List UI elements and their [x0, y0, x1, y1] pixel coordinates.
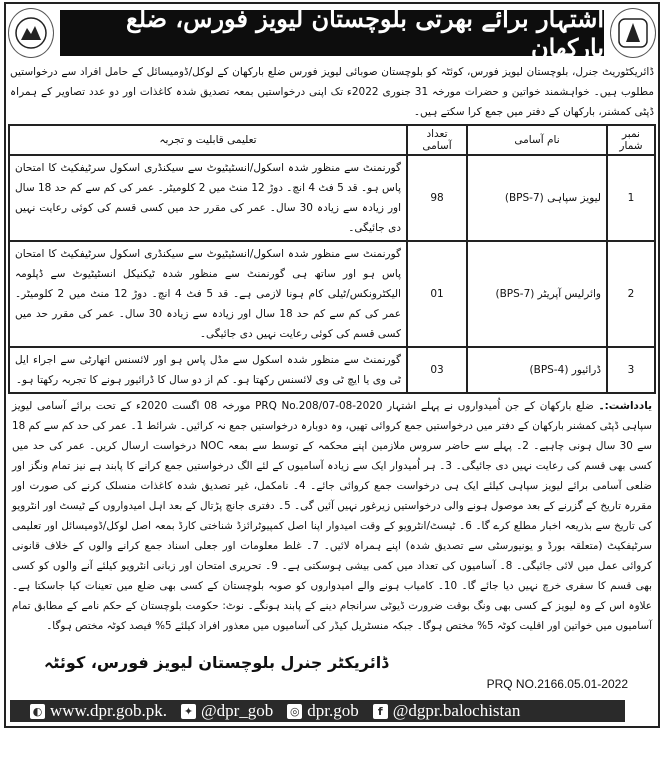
header-count: تعداد آسامی	[407, 125, 467, 155]
signature-area	[8, 638, 656, 696]
instagram-icon: ◎	[287, 704, 302, 719]
notes-label: یادداشت:۔	[598, 400, 653, 412]
header-post: نام آسامی	[467, 125, 607, 155]
table-row	[9, 241, 655, 347]
row-post: ڈرائیور (BPS-4)	[467, 347, 607, 393]
instagram-link[interactable]: ◎ dpr.gob	[287, 701, 358, 721]
dpr-logo-icon	[8, 8, 54, 58]
row-count: 03	[407, 347, 467, 393]
vacancies-table	[8, 124, 656, 394]
footer-bar	[10, 700, 625, 722]
row-count: 98	[407, 155, 467, 241]
title-bar	[60, 4, 604, 62]
row-serial: 1	[607, 155, 655, 241]
table-row	[9, 347, 655, 393]
row-serial: 3	[607, 347, 655, 393]
row-qualification: گورنمنٹ سے منظور شدہ اسکول/انسٹیٹیوٹ سے سیکنڈری اسکول سرٹیفکیٹ کا امتحان پاس ہو اور ساتھ ہی گورنمنٹ سے منظور شدہ ٹیکنیکل انسٹیٹیوٹ سے ڈپلومہ الیکٹرونکس/ٹیلی کام ہونا لازمی ہے۔ قد 5 فٹ 4 انچ۔ دوڑ 12 منٹ میں 2 کلومیٹر۔ عمر کی کم سے کم حد 18 سال اور زیادہ سے زیادہ 30 سال۔ عمر کی مقرر حد میں کسی قسم کی کوئی رعایت نہیں دی جائیگی۔	[9, 241, 407, 347]
facebook-link[interactable]: f @dgpr.balochistan	[373, 701, 521, 721]
prq-number: PRQ NO.2166.05.01-2022	[486, 677, 628, 691]
advertisement-frame	[4, 2, 660, 728]
levies-force-logo-icon	[610, 8, 656, 58]
notes-text: ضلع بارکھان کے جن اُمیدواروں نے پہلے اشتہار PRQ No.208/07-08-2020 مورخہ 08 اگست 2020ء کے تحت برائے آسامی لیویز سپاہی ڈپٹی کمشنر بارکھان کے دفتر میں درخواستیں جمع کروائی تھیں، وہ دوبارہ درخواستیں جمع نہ کرائیں۔ شرائط 1۔ عمر کی حد کم سے کم 18 سے 30 سال ہونی چاہیے۔ 2۔ پہلے سے حاضر سروس ملازمین اپنے محکمہ کے توسط سے بمعہ NOC درخواست ارسال کریں۔ عمر کی حد میں کسی بھی قسم کی رعایت نہیں دی جائیگی۔ 3۔ ہر اُمیدوار ایک سے زیادہ آسامیوں کے لئے الگ درخواستیں جمع کرانے کا پابند ہے نیز تمام ونگز اور ضلعی آسامی برائے لیویز سپاہی کیلئے ایک ہی درخواست جمع کروائی جائے۔ 4۔ نامکمل، غیر تصدیق شدہ کاغذات منسلک کرنے کی صورت اور مقررہ تاریخ کے گزرنے کے بعد موصول ہونے والی درخواستیں زیرغور نہیں آئیں گی۔ 5۔ دفتری جانچ پڑتال کے بعد اہل امیدواروں کے ٹیسٹ اور انٹرویو کی تاریخ سے بذریعہ اخبار مطلع کرے گا۔ 6۔ ٹیسٹ/انٹرویو کے وقت امیدوار اپنا اصل کمپیوٹرائزڈ شناختی کارڈ بمعہ اصل لوکل/ڈومیسائل اور تعلیمی سرٹیفکیٹ (متعلقہ بورڈ و یونیورسٹی سے تصدیق شدہ) اپنے ہمراہ لائیں۔ 7۔ غلط معلومات اور جعلی اسناد جمع کرانے والوں کے خلاف قانونی کروائی عمل میں لائی جائیگی۔ 8۔ آسامیوں کی تعداد میں کمی بیشی ہوسکتی ہے۔ 9۔ تحریری امتحان اور زبانی انٹرویو کیلئے آنے والوں کو کسی بھی قسم کا سفری خرچ نہیں دیا جائے گا۔ 10۔ کامیاب ہونے والے امیدواروں کو صوبہ بلوچستان کے کسی بھی ضلع میں تعینات کیا جاسکتا ہے۔ علاوہ اس کے وہ لیویز کے کسی بھی ونگ بوقت ضرورت ڈیوٹی سرانجام دینے کے پابند ہونگے۔ نوٹ: حکومت بلوچستان کے حکم نامے کے مطابق تمام آسامیوں میں خواتین اور اقلیت کوٹہ 5% مختص ہوگا۔ جبکہ منسٹریل کیڈر کی آسامیوں میں معذور افراد کیلئے 5% فیصد کوٹہ مختص ہوگا۔	[12, 400, 653, 632]
twitter-icon: ✦	[181, 704, 196, 719]
notes-section	[8, 394, 656, 638]
advertisement-header	[8, 6, 656, 60]
header-serial: نمبر شمار	[607, 125, 655, 155]
table-header-row	[9, 125, 655, 155]
row-serial: 2	[607, 241, 655, 347]
website-link[interactable]: ◐ www.dpr.gob.pk.	[30, 701, 167, 721]
row-qualification: گورنمنٹ سے منظور شدہ اسکول/انسٹیٹیوٹ سے سیکنڈری اسکول سرٹیفکیٹ کا امتحان پاس ہو۔ قد 5 فٹ 4 انچ۔ دوڑ 12 منٹ میں 2 کلومیٹر۔ عمر کی کم سے کم حد 18 سال اور زیادہ سے زیادہ 30 سال۔ عمر کی مقرر حد میں کسی قسم کی کوئی رعایت نہیں دی جائیگی۔	[9, 155, 407, 241]
table-row	[9, 155, 655, 241]
signature: ڈائریکٹر جنرل بلوچستان لیویز فورس، کوئٹہ	[44, 653, 389, 672]
row-count: 01	[407, 241, 467, 347]
advertisement-title: اشتہار برائے بھرتی بلوچستان لیویز فورس، ضلع بارکھان	[125, 4, 604, 62]
row-qualification: گورنمنٹ سے منظور شدہ اسکول سے مڈل پاس ہو اور لائسنس اتھارٹی سے اجراء ایل ٹی وی یا ایچ ٹی وی لائسنس رکھتا ہو۔ کم از دو سال کا ڈرائیور ہونے کا تجربہ رکھتا ہو۔	[9, 347, 407, 393]
header-qualification: تعلیمی قابلیت و تجربہ	[9, 125, 407, 155]
row-post: لیویز سپاہی (BPS-7)	[467, 155, 607, 241]
twitter-link[interactable]: ✦ @dpr_gob	[181, 701, 273, 721]
row-post: وائرلیس آپریٹر (BPS-7)	[467, 241, 607, 347]
facebook-icon: f	[373, 704, 388, 719]
globe-icon: ◐	[30, 704, 45, 719]
intro-paragraph: ڈائریکٹوریٹ جنرل، بلوچستان لیویز فورس، کوئٹہ کو بلوچستان صوبائی لیویز فورس ضلع بارکھان کے لوکل/ڈومیسائل کے حامل افراد سے درخواستیں مطلوب ہیں۔ خواہشمند خواتین و حضرات مورخہ 31 جنوری 2022ء تک اپنی درخواستیں بمعہ تصدیق شدہ کاغذات اور دو عدد تصاویر کے ہمراہ ڈپٹی کمشنر، بارکھان کے دفتر میں جمع کرا سکتے ہیں۔	[10, 66, 654, 118]
